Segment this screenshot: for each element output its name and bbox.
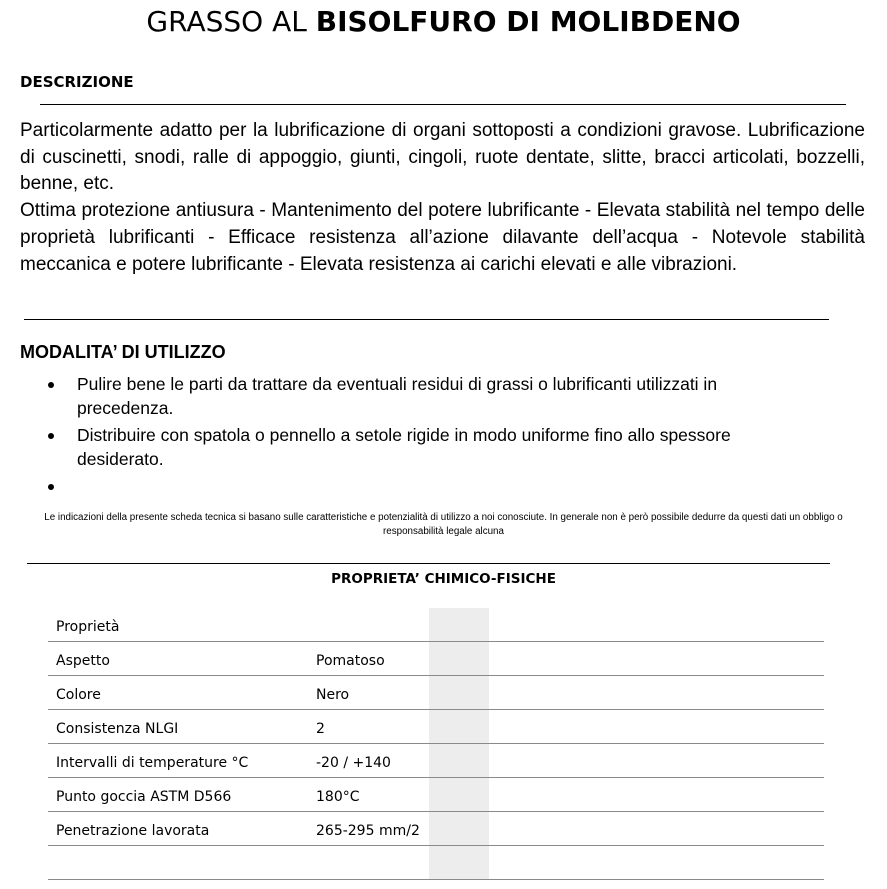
- usage-item-text: Distribuire con spatola o pennello a setole rigide in modo uniforme fino allo spessore desiderato.: [77, 425, 731, 469]
- usage-item-text: Pulire bene le parti da trattare da eventuali residui di grassi o lubrificanti utilizzati in precedenza.: [77, 374, 718, 418]
- property-value: Nero: [316, 687, 350, 703]
- usage-list-item: [0, 474, 797, 498]
- title-light-part: GRASSO AL: [146, 5, 316, 38]
- usage-list: [0, 372, 887, 501]
- description-bottom-divider: [24, 319, 829, 320]
- properties-top-divider: [27, 563, 830, 564]
- description-body: [20, 118, 865, 278]
- table-row: [48, 676, 824, 710]
- table-row: [48, 744, 824, 778]
- table-row: [48, 846, 824, 880]
- table-row: [48, 812, 824, 846]
- property-value: 180°C: [316, 789, 360, 805]
- description-paragraph-2: Ottima protezione antiusura - Mantenimento del potere lubrificante - Elevata stabilità nel tempo delle proprietà lubrificanti - Efficace resistenza all’azione dilavante dell’acqua - Notevole stabilità meccanica e potere lubrificante - Elevata resistenza ai carichi elevati e alle vibrazioni.: [20, 200, 865, 275]
- table-row: [48, 642, 824, 676]
- property-value: -20 / +140: [316, 755, 391, 771]
- title-bold-part: BISOLFURO DI MOLIBDENO: [315, 5, 741, 38]
- property-value: 2: [316, 721, 325, 737]
- bullet-icon: [48, 382, 54, 388]
- bullet-icon: [48, 433, 54, 439]
- property-name: Intervalli di temperature °C: [56, 755, 249, 771]
- table-row: [48, 608, 824, 642]
- document-title: [0, 4, 887, 40]
- table-row: [48, 710, 824, 744]
- property-name: Consistenza NLGI: [56, 721, 179, 737]
- disclaimer-note: Le indicazioni della presente scheda tecnica si basano sulle caratteristiche e potenzialità di utilizzo a noi conosciute. In generale non è però possibile dedurre da questi dati un obbligo o responsabilità legale alcuna: [44, 512, 843, 537]
- properties-table: [48, 608, 824, 880]
- usage-list-item: [0, 423, 797, 471]
- property-name: Proprietà: [56, 619, 120, 635]
- usage-heading: MODALITA’ DI UTILIZZO: [20, 342, 226, 362]
- property-value: Pomatoso: [316, 653, 385, 669]
- property-name: Aspetto: [56, 653, 110, 669]
- table-row: [48, 778, 824, 812]
- property-name: Punto goccia ASTM D566: [56, 789, 232, 805]
- property-name: Colore: [56, 687, 101, 703]
- usage-list-item: [0, 372, 797, 420]
- bullet-icon: [48, 484, 54, 490]
- description-top-divider: [40, 104, 846, 105]
- description-heading: DESCRIZIONE: [20, 73, 134, 91]
- property-name: Penetrazione lavorata: [56, 823, 210, 839]
- property-value: 265-295 mm/2: [316, 823, 420, 839]
- description-paragraph-1: Particolarmente adatto per la lubrificazione di organi sottoposti a condizioni gravose. Lubrificazione di cuscinetti, snodi, ralle di appoggio, giunti, cingoli, ruote dentate, slitte, bracci articolati, bozzelli, benne, etc.: [20, 120, 865, 195]
- properties-heading: PROPRIETA’ CHIMICO-FISICHE: [331, 571, 556, 587]
